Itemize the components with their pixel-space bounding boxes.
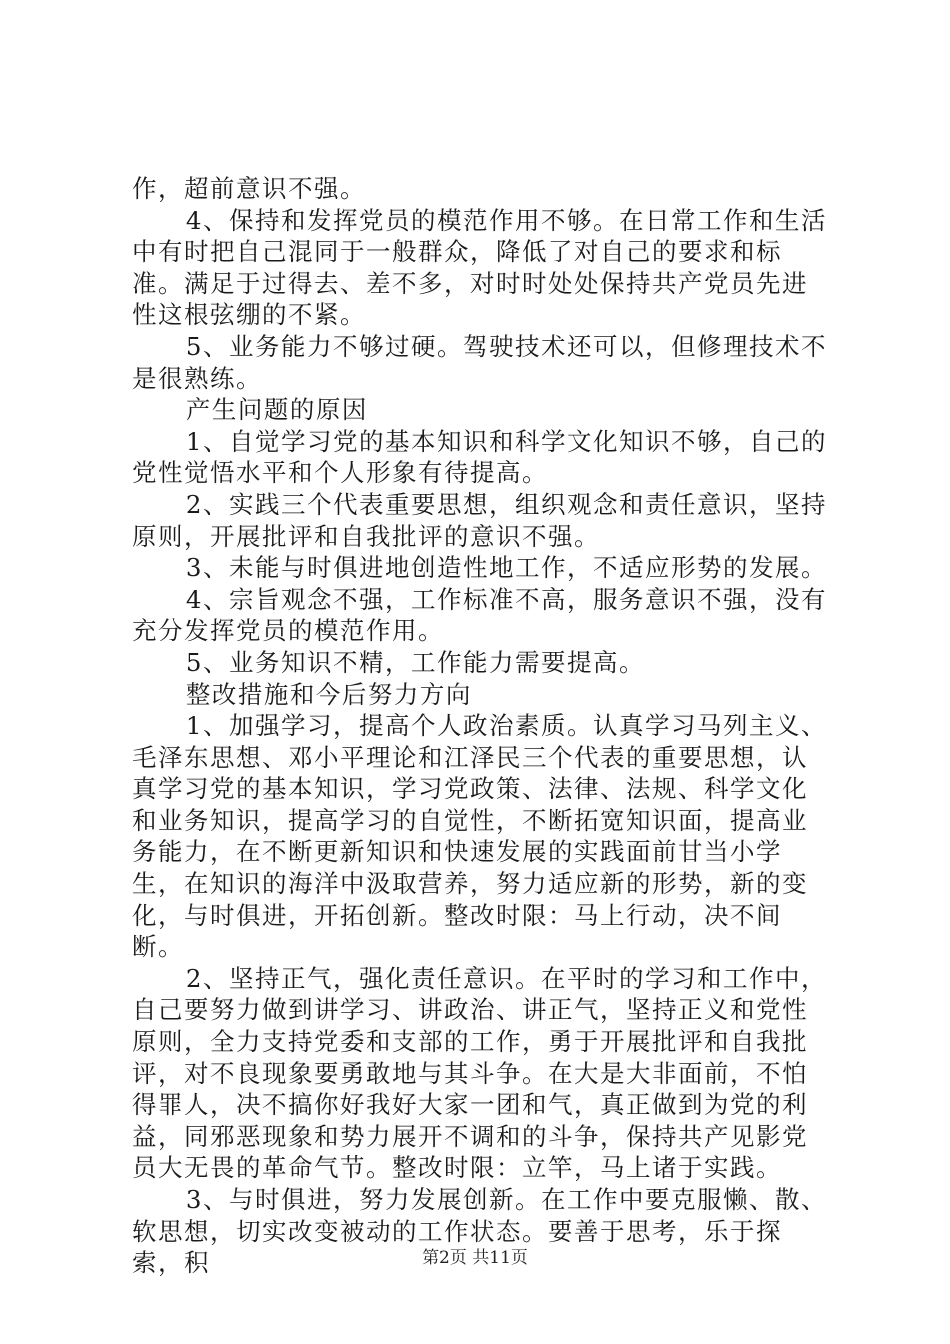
paragraph: 5、业务能力不够过硬。驾驶技术还可以，但修理技术不是很熟练。: [132, 331, 827, 393]
paragraph: 整改措施和今后努力方向: [185, 679, 472, 709]
paragraph: 2、实践三个代表重要思想，组织观念和责任意识，坚持原则，开展批评和自我批评的意识不强。: [132, 489, 827, 551]
paragraph: 1、自觉学习党的基本知识和科学文化知识不够，自己的党性觉悟水平和个人形象有待提高。: [132, 426, 827, 488]
paragraph: 1、加强学习，提高个人政治素质。认真学习马列主义、毛泽东思想、邓小平理论和江泽民三个代表的重要思想，认真学习党的基本知识，学习党政策、法律、法规、科学文化和业务知识，提高学习的自觉性，不断拓宽知识面，提高业务能力，在不断更新知识和快速发展的实践面前甘当小学生，在知识的海洋中汲取营养，努力适应新的形势，新的变化，与时俱进，开拓创新。整改时限：马上行动，决不间断。: [132, 711, 827, 962]
paragraph: 3、与时俱进，努力发展创新。在工作中要克服懒、散、软思想，切实改变被动的工作状态。要善于思考，乐于探索，积: [132, 1185, 827, 1278]
document-body: [132, 173, 832, 1279]
paragraph: 4、宗旨观念不强，工作标准不高，服务意识不强，没有充分发挥党员的模范作用。: [132, 584, 827, 646]
page-footer: 第2页 共11页: [422, 1248, 528, 1268]
paragraph: 产生问题的原因: [185, 395, 368, 425]
paragraph: 4、保持和发挥党员的模范作用不够。在日常工作和生活中有时把自己混同于一般群众，降低了对自己的要求和标准。满足于过得去、差不多，对时时处处保持共产党员先进性这根弦绷的不紧。: [132, 205, 827, 330]
paragraph: 3、未能与时俱进地创造性地工作，不适应形势的发展。: [185, 553, 827, 583]
paragraph: 2、坚持正气，强化责任意识。在平时的学习和工作中，自己要努力做到讲学习、讲政治、讲正气，坚持正义和党性原则，全力支持党委和支部的工作，勇于开展批评和自我批评，对不良现象要勇敢地与其斗争。在大是大非面前，不怕得罪人，决不搞你好我好大家一团和气，真正做到为党的利益，同邪恶现象和势力展开不调和的斗争，保持共产见影党员大无畏的革命气节。整改时限：立竿，马上诸于实践。: [132, 963, 827, 1183]
paragraph: 5、业务知识不精，工作能力需要提高。: [185, 647, 645, 677]
paragraph: 作，超前意识不强。: [132, 174, 366, 203]
